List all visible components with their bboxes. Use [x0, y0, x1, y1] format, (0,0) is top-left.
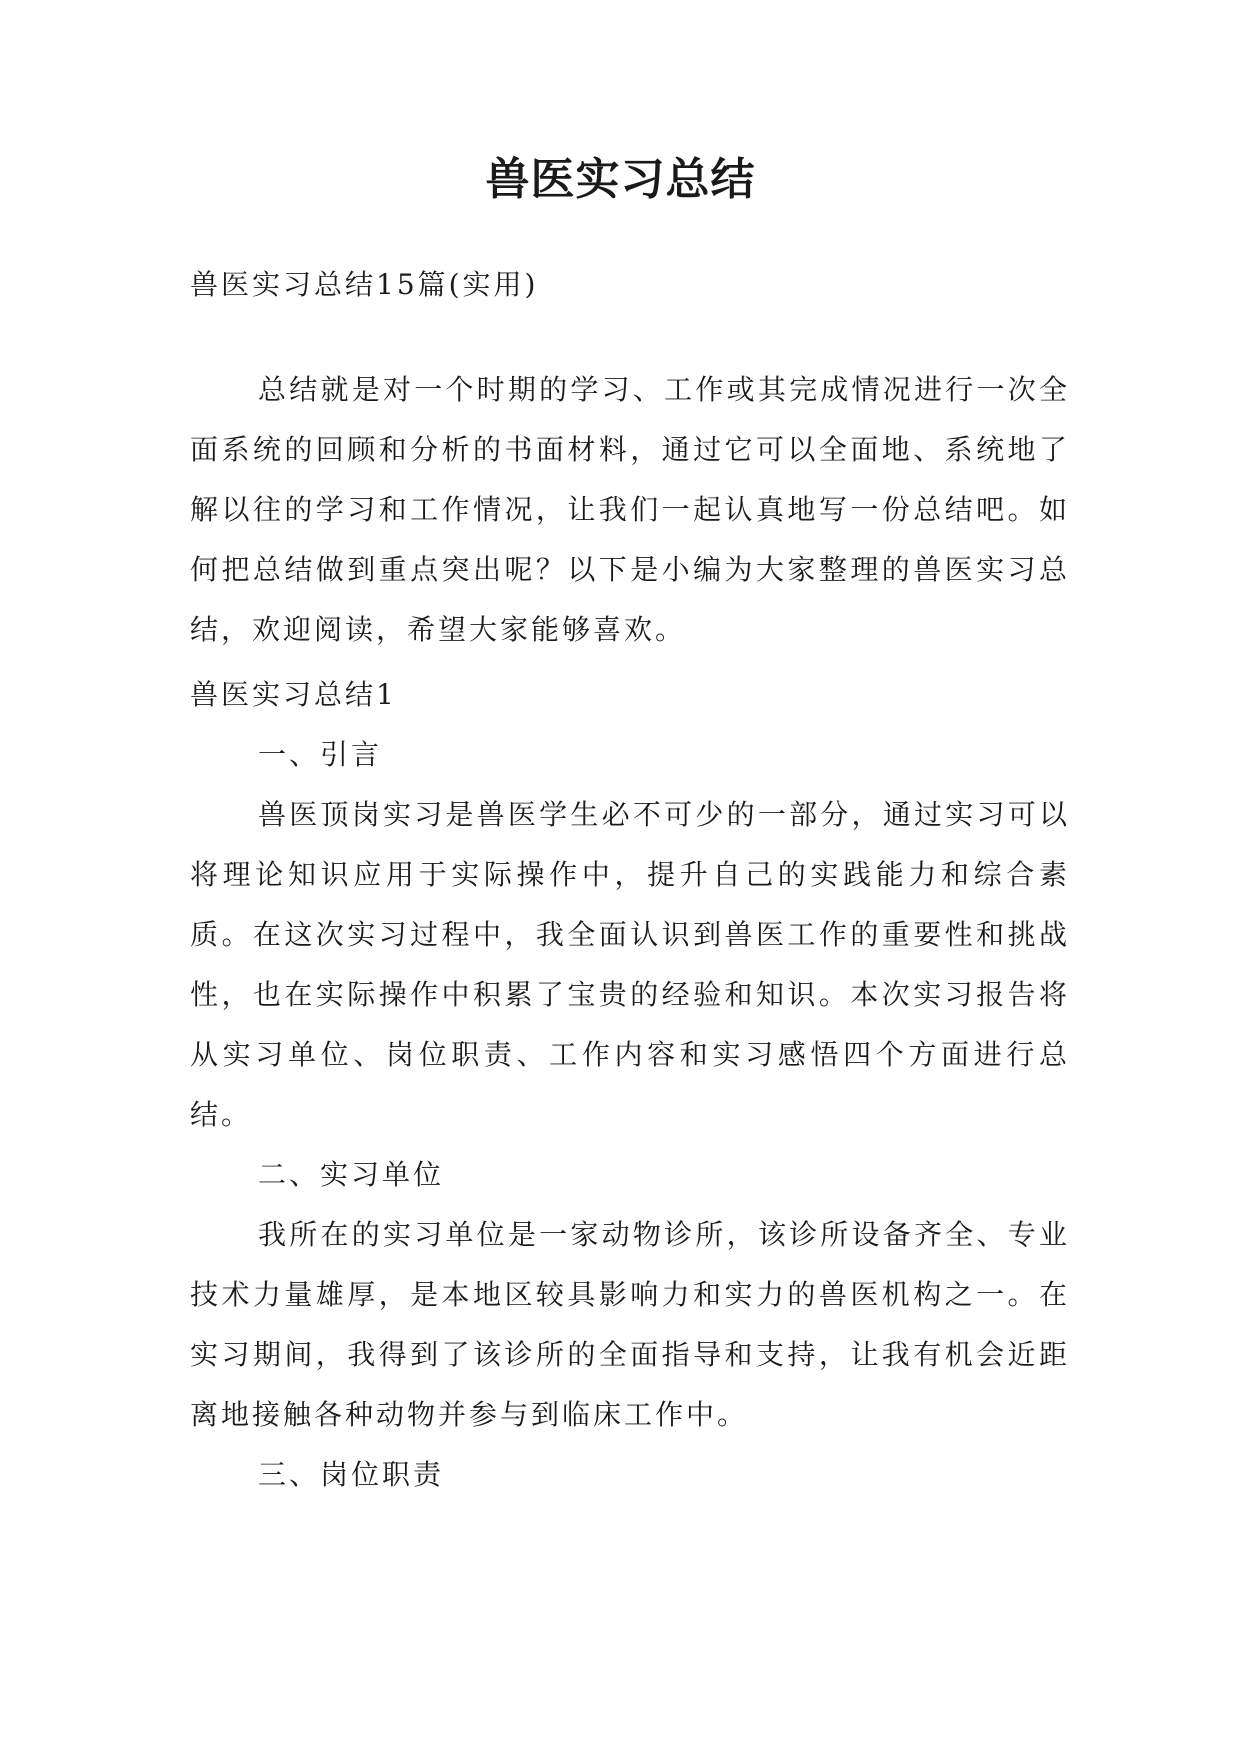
body-paragraph-intro: 兽医顶岗实习是兽医学生必不可少的一部分，通过实习可以将理论知识应用于实际操作中，提升自己的实践能力和综合素质。在这次实习过程中，我全面认识到兽医工作的重要性和挑战性，也在实际操作中积累了宝贵的经验和知识。本次实习报告将从实习单位、岗位职责、工作内容和实习感悟四个方面进行总结。 — [190, 798, 1070, 1131]
section-title: 兽医实习总结1 — [190, 678, 397, 711]
section-heading-duties: 三、岗位职责 — [258, 1458, 445, 1491]
body-paragraph-unit: 我所在的实习单位是一家动物诊所，该诊所设备齐全、专业技术力量雄厚，是本地区较具影响力和实力的兽医机构之一。在实习期间，我得到了该诊所的全面指导和支持，让我有机会近距离地接触各种动物并参与到临床工作中。 — [190, 1218, 1070, 1431]
document-subtitle: 兽医实习总结15篇(实用) — [190, 268, 539, 301]
section-heading-intro: 一、引言 — [258, 738, 383, 771]
section-content — [190, 725, 1070, 1505]
section-heading-unit: 二、实习单位 — [258, 1158, 445, 1191]
document-title: 兽医实习总结 — [485, 154, 756, 205]
intro-paragraph: 总结就是对一个时期的学习、工作或其完成情况进行一次全面系统的回顾和分析的书面材料，通过它可以全面地、系统地了解以往的学习和工作情况，让我们一起认真地写一份总结吧。如何把总结做到重点突出呢？以下是小编为大家整理的兽医实习总结，欢迎阅读，希望大家能够喜欢。 — [190, 373, 1070, 646]
